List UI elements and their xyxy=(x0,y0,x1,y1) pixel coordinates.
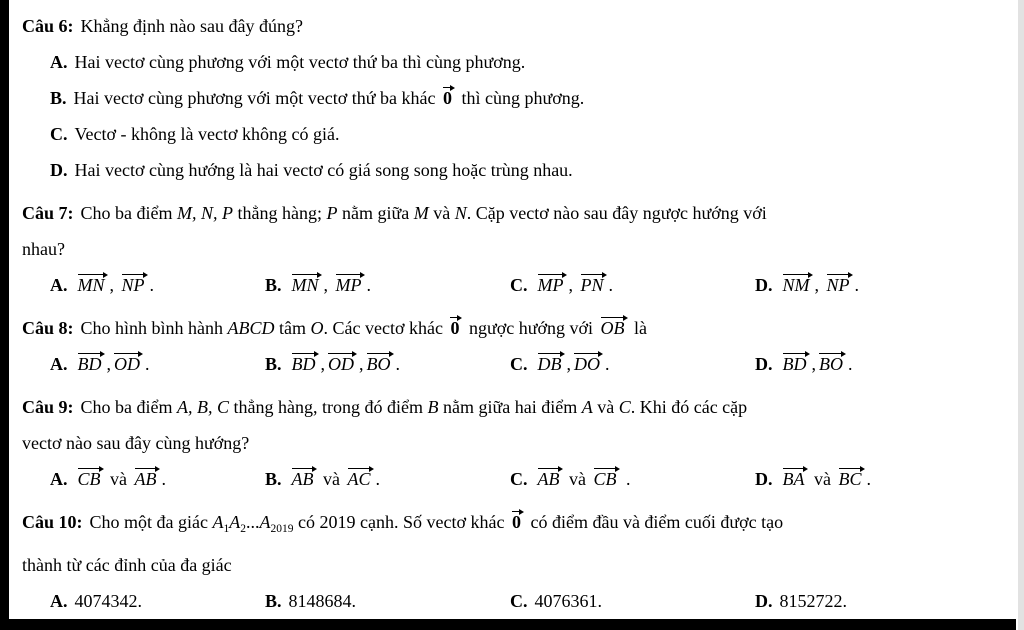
q7-option-b xyxy=(265,267,510,303)
q9-option-a xyxy=(50,461,265,497)
vector-BD: BD xyxy=(781,350,811,374)
vector-CB: CB xyxy=(592,465,621,489)
question-7-options xyxy=(50,267,1008,303)
option-label: A. xyxy=(50,275,68,295)
document-content xyxy=(22,8,1008,626)
vector-DB: DB xyxy=(536,350,566,374)
question-10-text xyxy=(22,504,1008,583)
option-label: C. xyxy=(50,124,68,144)
question-6-body: Khẳng định nào sau đây đúng? xyxy=(80,16,303,36)
vector-MN: MN xyxy=(290,271,323,295)
question-6 xyxy=(22,8,1008,188)
question-8-body: Cho hình bình hành ABCD tâm O. Các vectơ khác 0 ngược hướng với OB là xyxy=(81,318,648,338)
option-text: BD , OD , BO . xyxy=(289,354,401,374)
question-8 xyxy=(22,310,1008,382)
option-label: A. xyxy=(50,354,68,374)
option-text: Hai vectơ cùng hướng là hai vectơ có giá song song hoặc trùng nhau. xyxy=(74,160,573,180)
option-text: AB và AC . xyxy=(289,469,381,489)
option-label: A. xyxy=(50,591,68,611)
q9-option-b xyxy=(265,461,510,497)
question-9-options xyxy=(50,461,1008,497)
vector-0: 0 xyxy=(448,314,463,338)
vector-PN: PN xyxy=(579,271,608,295)
vector-BD: BD xyxy=(290,350,320,374)
vector-AB: AB xyxy=(290,465,318,489)
q9-option-d xyxy=(755,461,1008,497)
q10-option-c xyxy=(510,583,755,619)
option-label: C. xyxy=(510,469,528,489)
option-label: C. xyxy=(510,275,528,295)
q7-option-a xyxy=(50,267,265,303)
option-text: MN , NP . xyxy=(75,275,155,295)
option-label: D. xyxy=(755,469,773,489)
option-text: CB và AB . xyxy=(75,469,167,489)
left-edge-bar xyxy=(0,0,9,630)
option-label: B. xyxy=(265,354,282,374)
option-label: D. xyxy=(755,354,773,374)
question-9-body: Cho ba điểm A, B, C thẳng hàng, trong đó điểm B nằm giữa hai điểm A và C. Khi đó các cặp vectơ nào sau đây cùng hướng? xyxy=(22,397,748,453)
option-text: BD , BO . xyxy=(780,354,853,374)
option-label: A. xyxy=(50,469,68,489)
option-text: DB , DO . xyxy=(535,354,610,374)
vector-MP: MP xyxy=(334,271,366,295)
option-text: 8152722. xyxy=(779,591,847,611)
q10-option-b xyxy=(265,583,510,619)
vector-NP: NP xyxy=(825,271,854,295)
bottom-edge-bar xyxy=(0,619,1016,630)
vector-AB: AB xyxy=(133,465,161,489)
question-8-options xyxy=(50,346,1008,382)
option-label: A. xyxy=(50,52,68,72)
vector-BO: BO xyxy=(365,350,395,374)
q6-option-b xyxy=(50,80,1008,116)
question-10 xyxy=(22,504,1008,619)
q7-option-d xyxy=(755,267,1008,303)
option-text: 4074342. xyxy=(74,591,142,611)
question-10-options xyxy=(50,583,1008,619)
question-9-label: Câu 9: xyxy=(22,397,74,417)
option-text: Hai vectơ cùng phương với một vectơ thứ ba khác 0 thì cùng phương. xyxy=(74,88,585,108)
question-9 xyxy=(22,389,1008,497)
q8-option-c xyxy=(510,346,755,382)
vector-BD: BD xyxy=(76,350,106,374)
q8-option-a xyxy=(50,346,265,382)
option-label: C. xyxy=(510,591,528,611)
question-6-options xyxy=(22,44,1008,188)
question-8-label: Câu 8: xyxy=(22,318,74,338)
vector-BA: BA xyxy=(781,465,809,489)
option-text: Hai vectơ cùng phương với một vectơ thứ ba thì cùng phương. xyxy=(74,52,526,72)
option-text: BA và BC . xyxy=(780,469,872,489)
vector-OD: OD xyxy=(112,350,144,374)
right-edge-strip xyxy=(1018,0,1024,630)
option-label: B. xyxy=(50,88,67,108)
option-label: B. xyxy=(265,275,282,295)
option-text: BD , OD . xyxy=(75,354,150,374)
question-7-text xyxy=(22,195,1008,267)
q10-option-a xyxy=(50,583,265,619)
option-label: B. xyxy=(265,591,282,611)
option-text: MN , MP . xyxy=(289,275,372,295)
q8-option-d xyxy=(755,346,1008,382)
question-7-body: Cho ba điểm M, N, P thẳng hàng; P nằm giữa M và N. Cặp vectơ nào sau đây ngược hướng với nhau? xyxy=(22,203,767,259)
q8-option-b xyxy=(265,346,510,382)
option-label: B. xyxy=(265,469,282,489)
question-6-text xyxy=(22,8,1008,44)
q7-option-c xyxy=(510,267,755,303)
vector-OB: OB xyxy=(599,314,629,338)
question-7 xyxy=(22,195,1008,303)
vector-CB: CB xyxy=(76,465,105,489)
question-6-label: Câu 6: xyxy=(22,16,74,36)
option-label: C. xyxy=(510,354,528,374)
vector-DO: DO xyxy=(572,350,604,374)
option-text: 8148684. xyxy=(288,591,357,611)
vector-OD: OD xyxy=(326,350,358,374)
vector-AB: AB xyxy=(536,465,564,489)
q6-option-d xyxy=(50,152,1008,188)
option-label: D. xyxy=(755,591,773,611)
option-text: 4076361. xyxy=(534,591,602,611)
vector-NP: NP xyxy=(120,271,149,295)
question-9-text xyxy=(22,389,1008,461)
vector-0: 0 xyxy=(510,508,525,532)
question-7-label: Câu 7: xyxy=(22,203,74,223)
q10-option-d xyxy=(755,583,1008,619)
q6-option-a xyxy=(50,44,1008,80)
option-text: NM , NP . xyxy=(780,275,860,295)
question-10-body: Cho một đa giác $A_1A_2...A_{2019}$ có 2019 cạnh. Số vectơ khác 0 có điểm đầu và điểm cuối được tạo thành từ các đỉnh của đa giác xyxy=(22,512,783,575)
vector-NM: NM xyxy=(781,271,814,295)
vector-0: 0 xyxy=(441,84,456,108)
option-text: AB và CB . xyxy=(535,469,631,489)
vector-BO: BO xyxy=(817,350,847,374)
vector-MN: MN xyxy=(76,271,109,295)
question-10-label: Câu 10: xyxy=(22,512,83,532)
option-label: D. xyxy=(755,275,773,295)
vector-AC: AC xyxy=(346,465,375,489)
question-8-text xyxy=(22,310,1008,346)
vector-MP: MP xyxy=(536,271,568,295)
option-text: MP , PN . xyxy=(535,275,614,295)
option-label: D. xyxy=(50,160,68,180)
option-text: Vectơ - không là vectơ không có giá. xyxy=(74,124,340,144)
q9-option-c xyxy=(510,461,755,497)
q6-option-c xyxy=(50,116,1008,152)
vector-BC: BC xyxy=(837,465,866,489)
